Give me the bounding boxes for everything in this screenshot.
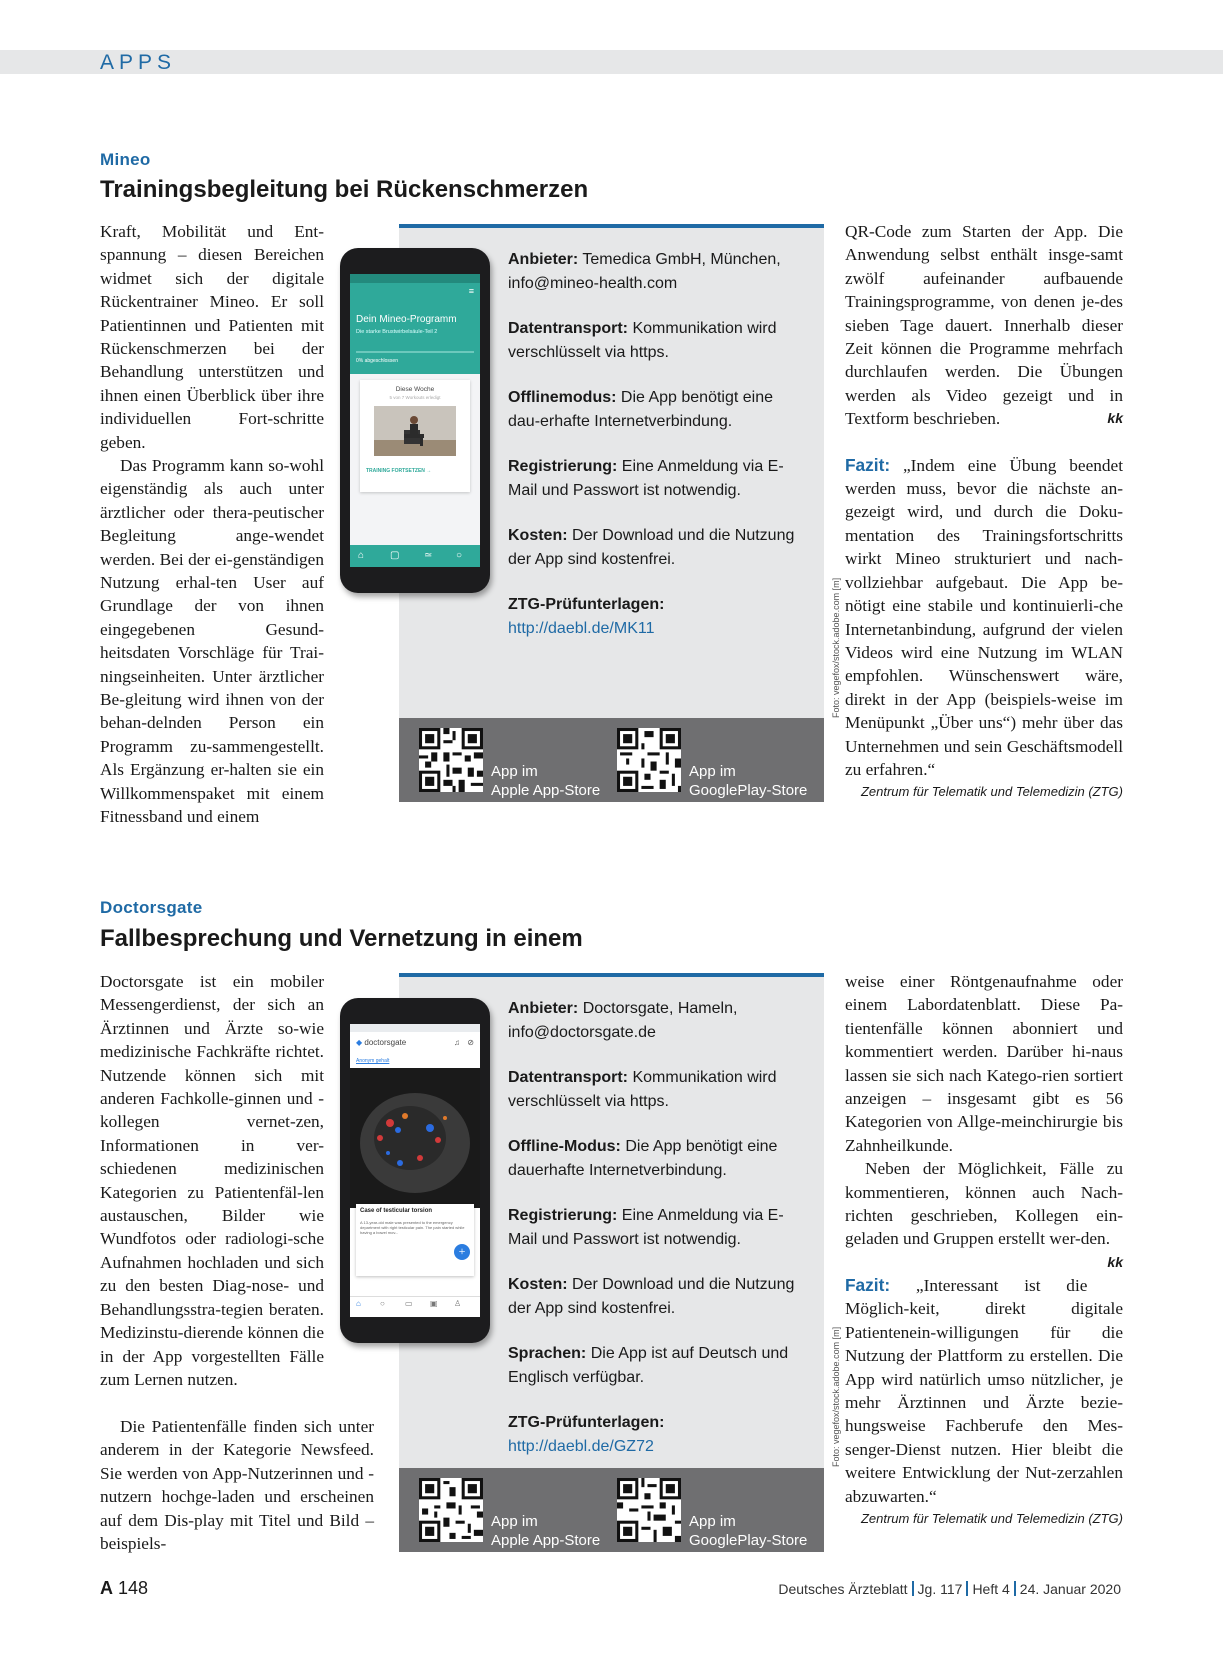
qr-code-icon[interactable] (617, 728, 681, 792)
article1-datentransport: Datentransport: Kommunikation wird verschlüsselt via https. (508, 320, 777, 361)
chat-icon[interactable]: ▭ (405, 1299, 413, 1308)
article1-google-store-label: App im GooglePlay-Store (689, 763, 808, 799)
article1-column-1 (100, 220, 374, 454)
groups-icon[interactable]: ▣ (430, 1299, 438, 1308)
article2-col3-paragraph-1: weise einer Röntgenaufnahme oder einem Labordatenblatt. Diese Pa-tientenfälle können abonniert und kommentiert werden. Darüber hi-naus lassen sie sich nach Katego-rien sortiert anzeigen – insgesamt gibt es 56 Kategorien von Allge-meinchirurgie bis Zahnheilkunde. (845, 972, 1123, 1155)
add-icon[interactable]: + (454, 1244, 470, 1260)
article2-phone-image (340, 998, 490, 1343)
doctorsgate-app-screen (350, 1024, 480, 1317)
search-icon[interactable]: ○ (456, 550, 463, 561)
article1-phone-image (340, 248, 490, 593)
article1-col3-paragraph: QR-Code zum Starten der App. Die Anwendung selbst enthält insge-samt zwölf aufeinander aufbauende Trainingsprogramme, von denen je-des sieben Tage dauert. Innerhalb dieser Zeit können die Programme mehrfach durchlaufen werden. Die Übungen werden als Video gezeigt und in Textform beschrieben. kk (845, 220, 1123, 431)
page-number: A 148 (100, 1578, 149, 1598)
article2-col1-paragraph-1: Doctorsgate ist ein mobiler Messengerdienst, der sich an Ärztinnen und Ärzte so-wie medizinische Fachkräfte richtet. Nutzende können sich mit anderen Fachkolle-ginnen und -kollegen vernet-zen, Informationen in ver-schiedenen medizinischen Kategorien zu Patientenfäl-len austauschen, Bilder wie Wundfotos oder radiologi-sche Aufnahmen hochladen und sich zu den besten Diag-nose- und Behandlungsstra-tegien beraten. Medizinstu-dierende können die in der App vorgestellten Fälle zum Lernen nutzen. (100, 972, 324, 1389)
article1-offline: Offlinemodus: Die App benötigt eine dau-erhafte Internetverbindung. (508, 389, 774, 430)
article1-kosten: Kosten: Der Download und die Nutzung der App sind kostenfrei. (508, 527, 795, 568)
qr-code-icon[interactable] (419, 728, 483, 792)
article2-apple-store-label: App im Apple App-Store (491, 1513, 601, 1549)
explore-icon[interactable]: ○ (380, 1299, 385, 1308)
article2-fazit: Fazit: „Interessant ist die Möglich-keit, direkt digitale Patientenein-willigungen für die Nutzung der Plattform zu erstellen. Die App wird natürlich umso nützlicher, je mehr Ärztinnen und Ärzte bezie-hungsweise Fachberufe den Mes-senger-Dienst nutzen. Hier bleibt die weitere Entwicklung der Nut-zerzahlen abzuwarten.“ (845, 1274, 1123, 1506)
article1-apple-store-label: App im Apple App-Store (491, 763, 601, 799)
workout-photo (374, 406, 456, 456)
mineo-screen-title: Dein Mineo-Programm (356, 314, 457, 325)
article2-source: Zentrum für Telematik und Telemedizin (ZTG) (860, 1510, 1123, 1526)
article2-ztg: ZTG-Prüfunterlagen: http://daebl.de/GZ72 (508, 1414, 665, 1455)
header-band (0, 50, 1223, 74)
home-icon[interactable]: ⌂ (358, 550, 365, 561)
article1-store-bar (399, 718, 824, 802)
case-card[interactable]: Case of testicular torsion A 13-year-old male was presented to the emergency department with right testicular pain. The pain started while having a bowel mov... + (356, 1204, 474, 1276)
article1-col1-paragraph-2: Das Programm kann so-wohl eigenständig als auch unter ärztlicher oder thera-peutischer Begleitung ange-wendet werden. Bei der ei-genständigen Nutzung erhal-ten User auf Grundlage der von ihnen eingegebenen Gesund-heitsdaten Vorschläge für Trai-ningseinheiten. Unter ärztlicher Be-gleitung wird ihnen von der behan-delnden Person ein Programm zu-sammengestellt. Als Ergänzung er-halten sie ein Willkommenspaket mit einem Fitnessband und einem (100, 456, 324, 827)
document-icon[interactable]: ▢ (390, 550, 400, 561)
settings-icon[interactable]: ⊘ (467, 1038, 474, 1047)
article1-signature: kk (1107, 410, 1123, 427)
article1-registrierung: Registrierung: Eine Anmeldung via E-Mail und Passwort ist notwendig. (508, 458, 784, 499)
article2-kosten: Kosten: Der Download und die Nutzung der App sind kostenfrei. (508, 1276, 795, 1317)
article2-sprachen: Sprachen: Die App ist auf Deutsch und Englisch verfügbar. (508, 1345, 789, 1386)
qr-code-icon[interactable] (617, 1478, 681, 1542)
profile-icon[interactable]: ♙ (454, 1299, 462, 1308)
article1-fazit: Fazit: „Indem eine Übung beendet werden muss, bevor die nächste an-gezeigt wird, und durch die Doku-mentation des Trainingsfortschritts wirkt Mineo strukturiert und nach-vollziehbar aufgebaut. Die App be-nötigt eine stabile und kontinuierli-che Internetanbindung, aufgrund der vielen Videos wird eine Nutzung im WLAN empfohlen. Wünschenswert wäre, direkt in der App (beispiels-weise im Menüpunkt „Über uns“) mehr über das Unternehmen und sein Geschäftsmodell zu erfahren.“ (845, 454, 1123, 779)
doctorsgate-nav-bar (350, 1296, 480, 1317)
bell-icon[interactable]: ♫ (454, 1038, 460, 1047)
article2-signature: kk (1107, 1253, 1123, 1270)
article1-ztg-link[interactable]: http://daebl.de/MK11 (508, 619, 655, 637)
article2-headline: Fallbesprechung und Vernetzung in einem (100, 925, 583, 952)
mineo-progress: 0% abgeschlossen (356, 358, 398, 364)
doctorsgate-anon-link[interactable]: Anonym gehalt (356, 1058, 390, 1064)
publication-info: Deutsches Ärzteblatt Jg. 117 Heft 4 24. Januar 2020 (778, 1581, 1121, 1597)
article1-photo-credit: Foto: vegefox/stock.adobe.com [m] (831, 577, 841, 718)
article1-kicker: Mineo (100, 150, 151, 169)
article2-column-3 (845, 970, 1123, 1528)
mineo-screen-subtitle: Die starke Brustwirbelsäule-Teil 2 (356, 329, 438, 335)
article2-photo-credit: Foto: vegefox/stock.adobe.com [m] (831, 1326, 841, 1467)
article1-infobox-content (508, 248, 808, 662)
article1-ztg: ZTG-Prüfunterlagen: http://daebl.de/MK11 (508, 596, 665, 637)
article2-offline: Offline-Modus: Die App benötigt eine dauerhafte Internetverbindung. (508, 1138, 778, 1179)
article2-google-store-label: App im GooglePlay-Store (689, 1513, 808, 1549)
mineo-nav-bar (350, 545, 480, 567)
qr-code-icon[interactable] (419, 1478, 483, 1542)
article1-headline: Trainingsbegleitung bei Rückenschmerzen (100, 176, 589, 203)
article2-column-1b (100, 1415, 374, 1555)
mineo-continue-button[interactable]: TRAINING FORTSETZEN → (366, 468, 432, 474)
section-label: APPS (100, 51, 177, 74)
chart-icon[interactable]: ≃ (424, 550, 433, 561)
doctorsgate-logo: ◆ doctorsgate (356, 1038, 407, 1047)
article2-registrierung: Registrierung: Eine Anmeldung via E-Mail und Passwort ist notwendig. (508, 1207, 784, 1248)
menu-icon: ≡ (468, 286, 474, 296)
article1-column-1b (100, 454, 374, 829)
article1-source: Zentrum für Telematik und Telemedizin (ZTG) (860, 784, 1123, 800)
article1-col1-paragraph-1: Kraft, Mobilität und Ent-spannung – diesen Bereichen widmet sich der digitale Rückentrainer Mineo. Er soll Patientinnen und Patienten mit Rückenschmerzen bei der Behandlung unterstützen und ihnen einen Überblick über ihre individuellen Fort-schritte geben. (100, 222, 324, 452)
article2-ztg-link[interactable]: http://daebl.de/GZ72 (508, 1437, 654, 1455)
article2-column-1 (100, 970, 374, 1391)
article2-col3-paragraph-2: Neben der Möglichkeit, Fälle zu kommentieren, können auch Nach-richten geschrieben, Kollegen ein-geladen und Gruppen erstellt wer-den. kk (845, 1157, 1123, 1251)
article2-infobox-content (508, 997, 808, 1480)
ultrasound-image (350, 1068, 480, 1208)
article2-store-bar (399, 1468, 824, 1552)
mineo-app-screen (350, 274, 480, 567)
article2-col1-paragraph-2: Die Patientenfälle finden sich unter anderem in der Kategorie Newsfeed. Sie werden von App-Nutzerinnen und -nutzern hochge-laden und erscheinen auf dem Dis-play mit Titel und Bild – beispiels- (100, 1417, 374, 1554)
article2-datentransport: Datentransport: Kommunikation wird verschlüsselt via https. (508, 1069, 777, 1110)
mineo-week-card: Diese Woche 5 von 7 Workouts erledigt TRAINING FORTSETZEN → (360, 380, 470, 492)
article1-anbieter: Anbieter: Temedica GmbH, München, info@mineo-health.com (508, 251, 781, 292)
article2-anbieter: Anbieter: Doctorsgate, Hameln, info@doctorsgate.de (508, 1000, 738, 1041)
article1-column-3 (845, 220, 1123, 801)
article2-kicker: Doctorsgate (100, 898, 203, 917)
newsfeed-icon[interactable]: ⌂ (356, 1299, 361, 1308)
